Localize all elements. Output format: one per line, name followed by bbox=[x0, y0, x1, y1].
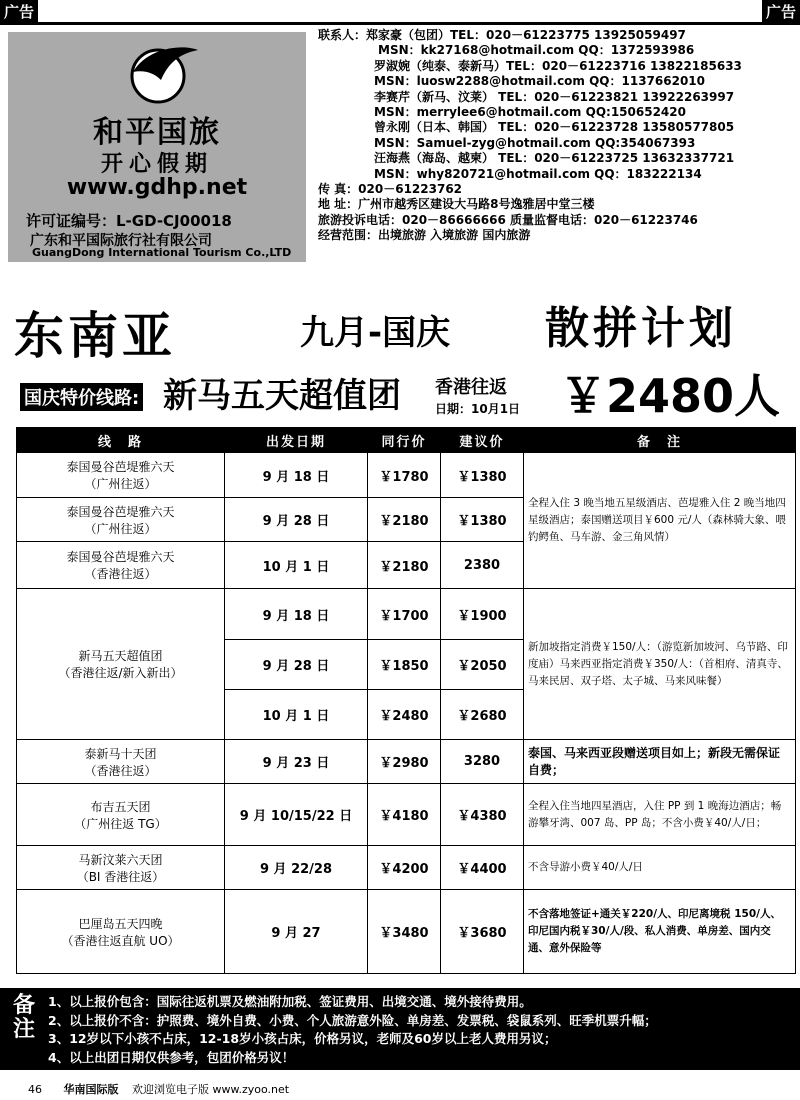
contact-line: 李赛芹（新马、汶莱） TEL：020－61223821 13922263997 bbox=[374, 89, 735, 104]
top-bar bbox=[0, 0, 800, 25]
footer-tag: 备注 bbox=[12, 993, 35, 1042]
footer-line: 2、以上报价不含：护照费、境外自费、小费、个人旅游意外险、单房差、发票税、袋鼠系列、旺季机票升幅； bbox=[48, 1012, 657, 1028]
contact-line: MSN：luosw2288@hotmail.com QQ：1137662010 bbox=[374, 74, 706, 89]
logo-url: www.gdhp.net bbox=[66, 175, 248, 200]
contact-line: 经营范围：出境旅游 入境旅游 国内旅游 bbox=[318, 228, 531, 243]
promo-price: ￥2480人 bbox=[560, 369, 781, 423]
depart-date: 9 月 18 日 bbox=[225, 589, 368, 640]
note-cell: 泰国、马来西亚段赠送项目如上；新段无需保证自费； bbox=[524, 740, 796, 784]
route-name: 泰国曼谷芭堤雅六天 bbox=[66, 550, 175, 564]
route-sub: （广州往返） bbox=[84, 521, 157, 536]
footer-line: 4、以上出团日期仅供参考，包团价格另议！ bbox=[48, 1049, 295, 1065]
website-text: 欢迎浏览电子版 www.zyoo.net bbox=[132, 1083, 290, 1096]
contact-line: 旅游投诉电话：020－86666666 质量监督电话：020－61223746 bbox=[318, 212, 698, 227]
peer-price: ￥2180 bbox=[368, 542, 441, 589]
route-sub: （香港往返/新入新出） bbox=[58, 666, 183, 680]
table-header bbox=[17, 428, 796, 453]
route-name: 马新汶莱六天团 bbox=[78, 852, 163, 867]
tour-table bbox=[16, 427, 796, 974]
page-number: 46 bbox=[28, 1083, 42, 1096]
peer-price: ￥4180 bbox=[368, 784, 441, 846]
footer-line: 3、12岁以下小孩不占床，12-18岁小孩占床，价格另议，老师及60岁以上老人费用另议； bbox=[48, 1031, 557, 1046]
col-peer-price: 同行价 bbox=[368, 428, 441, 453]
table-row bbox=[17, 784, 796, 846]
footer-lines bbox=[48, 993, 657, 1067]
suggested-price: ￥4400 bbox=[441, 846, 524, 890]
peer-price: ￥1700 bbox=[368, 589, 441, 640]
table-row bbox=[17, 453, 796, 498]
suggested-price: 2380 bbox=[441, 542, 524, 589]
contact-line: 曾永刚（日本、韩国） TEL：020－61223728 13580577805 bbox=[374, 120, 735, 135]
footer-line: 1、以上报价包含：国际往返机票及燃油附加税、签证费用、出境交通、境外接待费用。 bbox=[48, 994, 532, 1009]
peer-price: ￥4200 bbox=[368, 846, 441, 890]
promo-route: 香港往返 bbox=[435, 377, 507, 398]
logo-name: 和平国旅 bbox=[93, 115, 221, 150]
route-name: 泰新马十天团 bbox=[84, 746, 157, 761]
headline-period: 九月-国庆 bbox=[300, 313, 451, 353]
brand-name: 华南国际版 bbox=[63, 1083, 119, 1096]
suggested-price: ￥3680 bbox=[441, 890, 524, 974]
promo-date: 日期：10月1日 bbox=[435, 402, 521, 416]
suggested-price: 3280 bbox=[441, 740, 524, 784]
depart-date: 9 月 22/28 bbox=[225, 846, 368, 890]
table-row bbox=[17, 740, 796, 784]
route-sub: （香港往返） bbox=[84, 763, 157, 778]
contact-line: 地 址：广州市越秀区建设大马路8号逸雅居中堂三楼 bbox=[318, 197, 595, 212]
note-cell: 不含导游小费￥40/人/日 bbox=[524, 846, 796, 890]
table-row bbox=[17, 589, 796, 640]
note-cell: 新加坡指定消费￥150/人：（游览新加坡河、乌节路、印度庙）马来西亚指定消费￥350/人：（首相府、清真寺、马来民居、双子塔、太子城、马来风味餐） bbox=[524, 589, 796, 740]
suggested-price: ￥1900 bbox=[441, 589, 524, 640]
suggested-price: ￥4380 bbox=[441, 784, 524, 846]
route-sub: （香港往返） bbox=[84, 567, 157, 581]
ad-tag-left: 广告 bbox=[0, 0, 38, 23]
logo-slogan: 开心假期 bbox=[100, 152, 213, 177]
route-sub: （香港往返直航 UO） bbox=[61, 933, 180, 948]
depart-date: 9 月 28 日 bbox=[225, 498, 368, 542]
contact-line: 汪海燕（海岛、越柬） TEL：020－61223725 13632337721 bbox=[374, 151, 735, 166]
headline-region: 东南亚 bbox=[14, 306, 176, 365]
headline-plan: 散拼计划 bbox=[545, 303, 737, 354]
peer-price: ￥1850 bbox=[368, 640, 441, 690]
col-suggested-price: 建议价 bbox=[441, 428, 524, 453]
route-name: 新马五天超值团 bbox=[78, 649, 163, 663]
route-name: 泰国曼谷芭堤雅六天 bbox=[66, 460, 175, 474]
contact-line: 传 真：020－61223762 bbox=[318, 182, 463, 197]
company-name-en: GuangDong International Tourism Co.,LTD bbox=[32, 246, 292, 259]
peer-price: ￥1780 bbox=[368, 453, 441, 498]
note-cell: 全程入住 3 晚当地五星级酒店、芭堤雅入住 2 晚当地四星级酒店；泰国赠送项目￥600 元/人（森林骑大象、喂钓鳄鱼、马车游、金三角风情） bbox=[524, 453, 796, 589]
peer-price: ￥2180 bbox=[368, 498, 441, 542]
depart-date: 9 月 18 日 bbox=[225, 453, 368, 498]
ad-tag-right: 广告 bbox=[762, 0, 800, 23]
contact-block bbox=[318, 28, 796, 244]
route-name: 布吉五天团 bbox=[90, 799, 151, 814]
peer-price: ￥2980 bbox=[368, 740, 441, 784]
depart-date: 10 月 1 日 bbox=[225, 690, 368, 740]
depart-date: 9 月 28 日 bbox=[225, 640, 368, 690]
table-row bbox=[17, 890, 796, 974]
contact-line: 联系人：郑家豪（包团）TEL：020－61223775 13925059497 bbox=[318, 28, 686, 42]
suggested-price: ￥1380 bbox=[441, 498, 524, 542]
depart-date: 9 月 23 日 bbox=[225, 740, 368, 784]
col-notes: 备 注 bbox=[524, 428, 796, 453]
dove-globe-icon bbox=[113, 42, 203, 104]
note-cell: 全程入住当地四星酒店，入住 PP 到 1 晚海边酒店；畅游攀牙湾、007 岛、PP 岛；不含小费￥40/人/日； bbox=[524, 784, 796, 846]
route-name: 巴厘岛五天四晚 bbox=[78, 916, 163, 931]
bottom-bar bbox=[28, 1081, 289, 1097]
col-route: 线 路 bbox=[17, 428, 225, 453]
col-date: 出发日期 bbox=[225, 428, 368, 453]
route-sub: （广州往返 TG） bbox=[74, 816, 167, 831]
depart-date: 10 月 1 日 bbox=[225, 542, 368, 589]
contact-line: MSN：merrylee6@hotmail.com QQ:150652420 bbox=[374, 105, 686, 120]
company-name: 广东和平国际旅行社有限公司 bbox=[30, 233, 212, 249]
table-row bbox=[17, 846, 796, 890]
contact-line: 罗淑婉（纯泰、泰新马）TEL：020－61223716 13822185633 bbox=[374, 58, 742, 73]
suggested-price: ￥2680 bbox=[441, 690, 524, 740]
route-sub: （BI 香港往返） bbox=[76, 869, 165, 884]
note-cell: 不含落地签证+通关￥220/人、印尼离境税 150/人、印尼国内税￥30/人/段、私人消费、单房差、国内交通、意外保险等 bbox=[524, 890, 796, 974]
logo-box bbox=[8, 32, 306, 262]
depart-date: 9 月 10/15/22 日 bbox=[225, 784, 368, 846]
contact-line: MSN：kk27168@hotmail.com QQ：1372593986 bbox=[378, 43, 695, 58]
promo-name: 新马五天超值团 bbox=[163, 376, 401, 416]
suggested-price: ￥2050 bbox=[441, 640, 524, 690]
contact-line: MSN：Samuel-zyg@hotmail.com QQ:354067393 bbox=[374, 135, 696, 150]
peer-price: ￥2480 bbox=[368, 690, 441, 740]
promo-label: 国庆特价线路: bbox=[20, 383, 143, 411]
license-number: 许可证编号：L-GD-CJ00018 bbox=[26, 212, 232, 230]
route-name: 泰国曼谷芭堤雅六天 bbox=[66, 504, 175, 519]
contact-line: MSN：why820721@hotmail.com QQ：183222134 bbox=[374, 166, 702, 181]
suggested-price: ￥1380 bbox=[441, 453, 524, 498]
depart-date: 9 月 27 bbox=[225, 890, 368, 974]
route-sub: （广州往返） bbox=[84, 477, 157, 491]
peer-price: ￥3480 bbox=[368, 890, 441, 974]
